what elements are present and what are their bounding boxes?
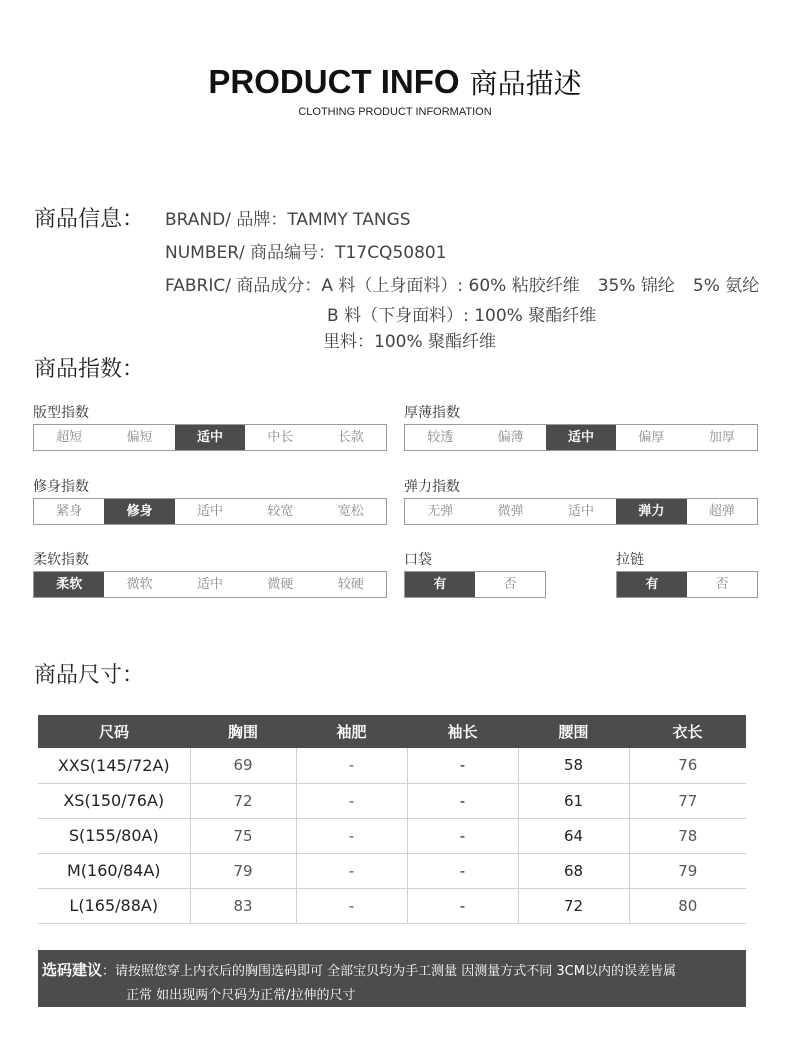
title-cn: 商品描述 bbox=[469, 67, 582, 100]
index-bar bbox=[616, 571, 758, 598]
table-cell: 80 bbox=[629, 888, 746, 923]
size-table-header-cell: 尺码 bbox=[38, 715, 190, 748]
index-group bbox=[616, 549, 758, 598]
fabric-a-label: FABRIC/ 商品成分：A 料（上身面料）: 60% 粘胶纤维 bbox=[165, 276, 580, 296]
index-option: 否 bbox=[503, 577, 517, 592]
index-option-selected: 柔软 bbox=[34, 572, 104, 597]
table-cell: - bbox=[407, 748, 518, 783]
index-group bbox=[404, 549, 546, 598]
advice-line2: 正常 如出现两个尺码为正常/拉伸的尺寸 bbox=[126, 988, 356, 1003]
table-cell: - bbox=[407, 818, 518, 853]
index-option: 较硬 bbox=[337, 577, 364, 592]
index-option: 中长 bbox=[267, 430, 294, 445]
index-option: 较宽 bbox=[267, 504, 294, 519]
table-cell: M(160/84A) bbox=[38, 853, 190, 888]
index-option: 加厚 bbox=[708, 430, 735, 445]
lining-line: 里料：100% 聚酯纤维 bbox=[323, 332, 497, 352]
size-table-header-cell: 胸围 bbox=[190, 715, 296, 748]
fabric-a-part2: 35% 锦纶 bbox=[597, 276, 675, 296]
size-table-body bbox=[38, 748, 746, 923]
index-label: 弹力指数 bbox=[404, 479, 460, 495]
page-subtitle: CLOTHING PRODUCT INFORMATION bbox=[298, 106, 492, 118]
table-row bbox=[38, 783, 746, 818]
index-option: 超短 bbox=[56, 430, 83, 445]
index-bar bbox=[404, 571, 546, 598]
index-bar bbox=[33, 498, 387, 525]
brand-line: BRAND/ 品牌：TAMMY TANGS bbox=[165, 210, 411, 230]
table-cell: 79 bbox=[629, 853, 746, 888]
index-option-selected: 有 bbox=[405, 572, 475, 597]
table-row bbox=[38, 748, 746, 783]
index-option: 微软 bbox=[126, 577, 153, 592]
table-cell: - bbox=[407, 783, 518, 818]
size-table-header-cell: 衣长 bbox=[629, 715, 746, 748]
table-cell: S(155/80A) bbox=[38, 818, 190, 853]
size-table-header-cell: 袖长 bbox=[407, 715, 518, 748]
index-bar bbox=[33, 571, 387, 598]
page-header bbox=[0, 62, 790, 118]
number-line: NUMBER/ 商品编号：T17CQ50801 bbox=[165, 243, 447, 263]
index-label: 版型指数 bbox=[33, 405, 89, 421]
index-option: 长款 bbox=[337, 430, 364, 445]
table-cell: - bbox=[407, 888, 518, 923]
advice-line1: ：请按照您穿上内衣后的胸围选码即可 全部宝贝均为手工测量 因测量方式不同 3CM以内的误差皆属 bbox=[102, 964, 676, 979]
table-cell: 68 bbox=[518, 853, 629, 888]
table-cell: - bbox=[296, 783, 407, 818]
index-group bbox=[33, 476, 387, 525]
table-cell: - bbox=[296, 748, 407, 783]
size-table-header-row bbox=[38, 715, 746, 748]
page-title bbox=[0, 62, 790, 102]
index-label: 拉链 bbox=[616, 552, 644, 568]
table-cell: - bbox=[296, 853, 407, 888]
table-cell: L(165/88A) bbox=[38, 888, 190, 923]
index-option: 适中 bbox=[568, 504, 595, 519]
index-option: 否 bbox=[715, 577, 729, 592]
index-option: 适中 bbox=[197, 577, 224, 592]
index-group bbox=[404, 402, 758, 451]
index-option-selected: 有 bbox=[617, 572, 687, 597]
table-cell: 61 bbox=[518, 783, 629, 818]
advice-lead: 选码建议 bbox=[42, 961, 103, 979]
index-option-selected: 适中 bbox=[546, 425, 616, 450]
index-label: 柔软指数 bbox=[33, 552, 89, 568]
index-option-selected: 适中 bbox=[175, 425, 245, 450]
index-option: 较透 bbox=[427, 430, 454, 445]
index-bar bbox=[33, 424, 387, 451]
table-cell: XXS(145/72A) bbox=[38, 748, 190, 783]
table-cell: 69 bbox=[190, 748, 296, 783]
index-option-selected: 弹力 bbox=[616, 499, 686, 524]
table-cell: 79 bbox=[190, 853, 296, 888]
index-option-selected: 修身 bbox=[104, 499, 174, 524]
table-row bbox=[38, 853, 746, 888]
index-bar bbox=[404, 424, 758, 451]
index-group bbox=[404, 476, 758, 525]
table-cell: 83 bbox=[190, 888, 296, 923]
index-group bbox=[33, 549, 387, 598]
table-cell: 58 bbox=[518, 748, 629, 783]
index-label: 口袋 bbox=[404, 552, 432, 568]
size-table bbox=[38, 715, 746, 924]
index-option: 偏厚 bbox=[638, 430, 665, 445]
index-option: 偏薄 bbox=[497, 430, 524, 445]
table-cell: 72 bbox=[518, 888, 629, 923]
index-group bbox=[33, 402, 387, 451]
size-table-header-cell: 袖肥 bbox=[296, 715, 407, 748]
index-section-title: 商品指数： bbox=[34, 357, 145, 382]
size-advice bbox=[38, 950, 746, 1007]
fabric-a-part3: 5% 氨纶 bbox=[692, 276, 760, 296]
table-cell: XS(150/76A) bbox=[38, 783, 190, 818]
index-bar bbox=[404, 498, 758, 525]
table-row bbox=[38, 818, 746, 853]
table-cell: 76 bbox=[629, 748, 746, 783]
index-option: 微弹 bbox=[497, 504, 524, 519]
size-section-title: 商品尺寸： bbox=[34, 663, 145, 688]
table-cell: 72 bbox=[190, 783, 296, 818]
table-cell: 75 bbox=[190, 818, 296, 853]
index-option: 偏短 bbox=[126, 430, 153, 445]
table-row bbox=[38, 888, 746, 923]
index-label: 修身指数 bbox=[33, 479, 89, 495]
index-option: 宽松 bbox=[337, 504, 364, 519]
size-table-header-cell: 腰围 bbox=[518, 715, 629, 748]
index-option: 紧身 bbox=[56, 504, 83, 519]
title-en: PRODUCT INFO bbox=[208, 63, 460, 100]
info-lines bbox=[165, 204, 759, 355]
table-cell: 77 bbox=[629, 783, 746, 818]
index-label: 厚薄指数 bbox=[404, 405, 460, 421]
table-cell: 64 bbox=[518, 818, 629, 853]
table-cell: - bbox=[296, 888, 407, 923]
index-option: 超弹 bbox=[708, 504, 735, 519]
fabric-a-line bbox=[165, 270, 759, 303]
info-section-title: 商品信息： bbox=[34, 207, 145, 232]
index-option: 无弹 bbox=[427, 504, 454, 519]
table-cell: 78 bbox=[629, 818, 746, 853]
fabric-b-line: B 料（下身面料）: 100% 聚酯纤维 bbox=[327, 306, 597, 326]
table-cell: - bbox=[296, 818, 407, 853]
index-option: 适中 bbox=[197, 504, 224, 519]
table-cell: - bbox=[407, 853, 518, 888]
index-option: 微硬 bbox=[267, 577, 294, 592]
